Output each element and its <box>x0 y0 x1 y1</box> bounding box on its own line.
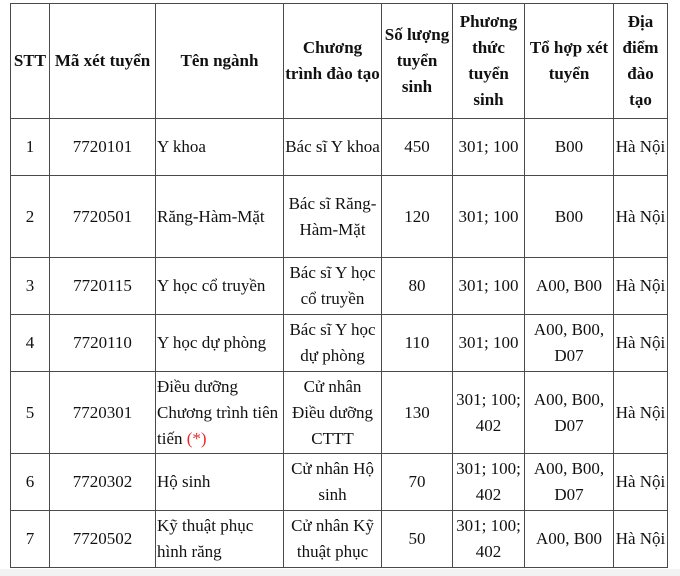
header-location: Địa điểm đào tạo <box>614 4 668 119</box>
cell-program: Bác sĩ Y học cổ truyền <box>284 258 382 315</box>
table-row <box>11 372 668 454</box>
cell-location: Hà Nội <box>614 176 668 258</box>
admissions-table <box>10 3 668 568</box>
cell-code: 7720101 <box>50 119 156 176</box>
cell-program: Cử nhân Kỹ thuật phục <box>284 511 382 568</box>
cell-method: 301; 100; 402 <box>453 372 525 454</box>
header-program: Chương trình đào tạo <box>284 4 382 119</box>
cell-quota: 120 <box>382 176 453 258</box>
cell-major: Răng-Hàm-Mặt <box>156 176 284 258</box>
page-bottom-band <box>0 569 680 576</box>
cell-location: Hà Nội <box>614 454 668 511</box>
cell-major: Y học dự phòng <box>156 315 284 372</box>
cell-method: 301; 100 <box>453 315 525 372</box>
cell-code: 7720115 <box>50 258 156 315</box>
cell-subjects: A00, B00, D07 <box>525 454 614 511</box>
cell-location: Hà Nội <box>614 372 668 454</box>
cell-location: Hà Nội <box>614 315 668 372</box>
cell-location: Hà Nội <box>614 119 668 176</box>
cell-location: Hà Nội <box>614 258 668 315</box>
cell-method: 301; 100 <box>453 119 525 176</box>
table-row <box>11 119 668 176</box>
table-row <box>11 258 668 315</box>
cell-stt: 4 <box>11 315 50 372</box>
cell-code: 7720301 <box>50 372 156 454</box>
cell-code: 7720501 <box>50 176 156 258</box>
cell-method: 301; 100 <box>453 258 525 315</box>
table-row <box>11 315 668 372</box>
cell-subjects: A00, B00, D07 <box>525 315 614 372</box>
header-stt: STT <box>11 4 50 119</box>
cell-major: Kỹ thuật phục hình răng <box>156 511 284 568</box>
cell-location: Hà Nội <box>614 511 668 568</box>
cell-stt: 6 <box>11 454 50 511</box>
cell-subjects: A00, B00 <box>525 511 614 568</box>
cell-stt: 7 <box>11 511 50 568</box>
table-row <box>11 454 668 511</box>
table-row <box>11 176 668 258</box>
cell-quota: 110 <box>382 315 453 372</box>
cell-method: 301; 100; 402 <box>453 454 525 511</box>
cell-quota: 450 <box>382 119 453 176</box>
cell-major <box>156 372 284 454</box>
cell-subjects: A00, B00 <box>525 258 614 315</box>
cell-major: Hộ sinh <box>156 454 284 511</box>
cell-major: Y khoa <box>156 119 284 176</box>
cell-subjects: B00 <box>525 176 614 258</box>
table-row <box>11 511 668 568</box>
cell-quota: 50 <box>382 511 453 568</box>
cell-program: Bác sĩ Răng-Hàm-Mặt <box>284 176 382 258</box>
cell-method: 301; 100; 402 <box>453 511 525 568</box>
cell-program: Bác sĩ Y học dự phòng <box>284 315 382 372</box>
header-major: Tên ngành <box>156 4 284 119</box>
header-code: Mã xét tuyển <box>50 4 156 119</box>
advanced-program-note: (*) <box>186 428 207 448</box>
header-row <box>11 4 668 119</box>
cell-program: Cử nhân Điều dưỡng CTTT <box>284 372 382 454</box>
header-quota: Số lượng tuyển sinh <box>382 4 453 119</box>
cell-quota: 70 <box>382 454 453 511</box>
cell-code: 7720110 <box>50 315 156 372</box>
cell-subjects: B00 <box>525 119 614 176</box>
cell-quota: 80 <box>382 258 453 315</box>
cell-program: Bác sĩ Y khoa <box>284 119 382 176</box>
cell-quota: 130 <box>382 372 453 454</box>
cell-stt: 2 <box>11 176 50 258</box>
cell-code: 7720302 <box>50 454 156 511</box>
cell-stt: 3 <box>11 258 50 315</box>
cell-major: Y học cổ truyền <box>156 258 284 315</box>
cell-stt: 5 <box>11 372 50 454</box>
major-text: Điều dưỡng Chương trình tiên tiến <box>157 376 279 448</box>
cell-method: 301; 100 <box>453 176 525 258</box>
cell-stt: 1 <box>11 119 50 176</box>
cell-program: Cử nhân Hộ sinh <box>284 454 382 511</box>
header-subjects: Tổ hợp xét tuyển <box>525 4 614 119</box>
cell-subjects: A00, B00, D07 <box>525 372 614 454</box>
header-method: Phương thức tuyển sinh <box>453 4 525 119</box>
cell-code: 7720502 <box>50 511 156 568</box>
